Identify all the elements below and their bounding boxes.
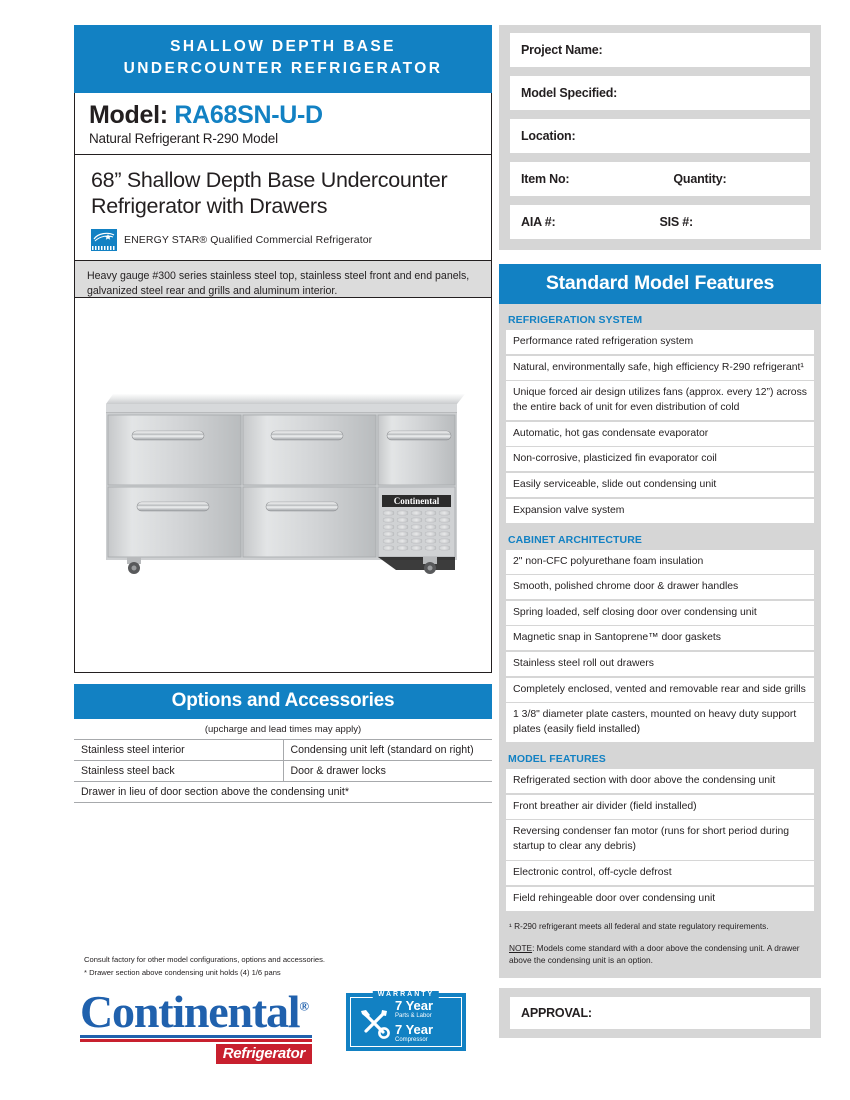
product-category-banner — [74, 25, 492, 93]
drawer-top-left — [108, 415, 241, 485]
wrench-screwdriver-icon — [356, 1005, 392, 1041]
drawer-bottom-left — [108, 487, 241, 557]
approval-label: APPROVAL: — [521, 1005, 592, 1020]
list-item: Easily serviceable, slide out condensing unit — [506, 473, 814, 497]
approval-field[interactable] — [510, 997, 810, 1029]
warranty-title: WARRANTY — [373, 991, 439, 998]
option-cell: Stainless steel interior — [74, 740, 283, 761]
table-row — [74, 740, 492, 761]
project-form-panel — [499, 25, 821, 250]
list-item: Spring loaded, self closing door over condensing unit — [506, 601, 814, 625]
page-title: 68” Shallow Depth Base Undercounter Refrigerator with Drawers — [91, 167, 448, 218]
refrigerant-footnote: ¹ R-290 refrigerant meets all federal and state regulatory requirements. — [509, 921, 769, 932]
location-field[interactable] — [510, 119, 810, 153]
options-table — [74, 739, 492, 803]
energy-star-row — [91, 229, 475, 251]
footer-note-2: * Drawer section above condensing unit holds (4) 1/6 pans — [84, 968, 281, 978]
standard-configuration-note — [509, 942, 811, 967]
warranty-body — [351, 998, 461, 1046]
features-header: Standard Model Features — [499, 264, 821, 304]
list-item: 1 3/8" diameter plate casters, mounted on heavy duty support plates (easily field installed) — [506, 703, 814, 742]
condensing-unit-grille — [378, 487, 455, 570]
list-item: Front breather air divider (field installed) — [506, 795, 814, 819]
sis-number-label: SIS #: — [659, 215, 693, 229]
section-title-cabinet: CABINET ARCHITECTURE — [508, 533, 643, 546]
list-item: Automatic, hot gas condensate evaporator — [506, 422, 814, 446]
table-row — [74, 761, 492, 782]
unit-brand-badge: Continental — [393, 496, 440, 506]
project-name-field[interactable] — [510, 33, 810, 67]
option-cell-full: Drawer in lieu of door section above the condensing unit* — [74, 782, 492, 803]
model-number-box — [74, 93, 492, 155]
door-over-condensing-unit — [378, 415, 455, 485]
left-column — [74, 25, 492, 310]
list-item: 2" non-CFC polyurethane foam insulation — [506, 550, 814, 574]
product-illustration — [75, 298, 492, 673]
features-footnotes — [506, 912, 814, 968]
list-item: Natural, environmentally safe, high efficiency R-290 refrigerant¹ — [506, 356, 814, 380]
model-label: Model: — [89, 100, 168, 129]
banner-line-2: UNDERCOUNTER REFRIGERATOR — [123, 60, 443, 78]
list-item: Field rehingeable door over condensing unit — [506, 887, 814, 911]
option-cell: Stainless steel back — [74, 761, 283, 782]
warranty-terms — [392, 999, 433, 1047]
product-description: Heavy gauge #300 series stainless steel top, stainless steel front and end panels, galvanized steel rear and grills and aluminum interior. — [74, 261, 492, 311]
logo-subbrand-text: Refrigerator — [216, 1044, 312, 1064]
brand-logo-wordmark — [80, 986, 308, 1037]
location-label: Location: — [521, 129, 576, 143]
brand-logo-text: Continental — [80, 986, 300, 1037]
warranty-line2-value: 7 Year — [395, 1022, 434, 1037]
product-title-box — [74, 155, 492, 261]
model-line — [89, 102, 477, 129]
right-column — [499, 25, 821, 1038]
list-item: Non-corrosive, plasticized fin evaporator coil — [506, 447, 814, 471]
options-accessories-section — [74, 684, 492, 803]
energy-star-icon — [91, 229, 117, 251]
list-item: Unique forced air design utilizes fans (approx. every 12”) across the entire back of unit for even distribution of cold — [506, 381, 814, 420]
list-item: Performance rated refrigeration system — [506, 330, 814, 354]
aia-number-label: AIA #: — [521, 215, 556, 229]
section-title-refrigeration: REFRIGERATION SYSTEM — [508, 314, 643, 326]
footer-notes — [84, 953, 414, 980]
note-label: NOTE — [509, 942, 533, 953]
model-specified-label: Model Specified: — [521, 86, 618, 100]
list-item: Stainless steel roll out drawers — [506, 652, 814, 676]
list-item: Refrigerated section with door above the condensing unit — [506, 769, 814, 793]
quantity-label: Quantity: — [673, 172, 727, 186]
list-item: Expansion valve system — [506, 499, 814, 523]
stainless-top — [106, 394, 465, 413]
footer-note-1: Consult factory for other model configurations, options and accessories. — [84, 955, 326, 964]
banner-line-1: SHALLOW DEPTH BASE — [170, 38, 396, 55]
note-body: : Models come standard with a door above the condensing unit. A drawer above the condensing unit is an option. — [509, 942, 800, 966]
logo-rule-red — [80, 1039, 312, 1042]
project-name-label: Project Name: — [521, 43, 603, 57]
model-subtitle: Natural Refrigerant R-290 Model — [89, 130, 278, 146]
warranty-line1-value: 7 Year — [395, 998, 434, 1014]
options-header: Options and Accessories — [74, 684, 492, 719]
item-no-label: Item No: — [521, 172, 570, 186]
list-item: Electronic control, off-cycle defrost — [506, 861, 814, 885]
warranty-line2-label: Compressor — [395, 1037, 428, 1044]
table-row — [74, 782, 492, 803]
drawer-bottom-middle — [243, 487, 376, 557]
features-panel — [499, 304, 821, 978]
brand-logo — [80, 986, 312, 1064]
energy-star-bars-icon — [92, 246, 116, 250]
warranty-badge-inner — [350, 991, 462, 1047]
section-title-model-features: MODEL FEATURES — [508, 753, 606, 766]
warranty-badge — [346, 993, 466, 1051]
option-cell: Door & drawer locks — [283, 761, 492, 782]
drawer-top-middle — [243, 415, 376, 485]
list-item: Smooth, polished chrome door & drawer handles — [506, 575, 814, 599]
list-item: Completely enclosed, vented and removable rear and side grills — [506, 678, 814, 702]
model-code: RA68SN-U-D — [174, 100, 323, 129]
item-no-quantity-field[interactable] — [510, 162, 810, 196]
logo-subbrand — [80, 1044, 312, 1064]
product-image — [74, 297, 492, 673]
option-cell: Condensing unit left (standard on right) — [283, 740, 492, 761]
options-note: (upcharge and lead times may apply) — [204, 724, 362, 735]
registered-mark: ® — [299, 998, 308, 1014]
energy-star-label: ENERGY STAR® Qualified Commercial Refrigerator — [124, 233, 373, 246]
model-specified-field[interactable] — [510, 76, 810, 110]
list-item: Reversing condenser fan motor (runs for short period during startup to clear any debris) — [506, 820, 814, 859]
list-item: Magnetic snap in Santoprene™ door gaskets — [506, 626, 814, 650]
approval-panel — [499, 988, 821, 1038]
warranty-line1-label: Parts & Labor — [395, 1013, 432, 1020]
energy-star-swoosh-icon — [93, 231, 115, 243]
aia-sis-field[interactable] — [510, 205, 810, 239]
